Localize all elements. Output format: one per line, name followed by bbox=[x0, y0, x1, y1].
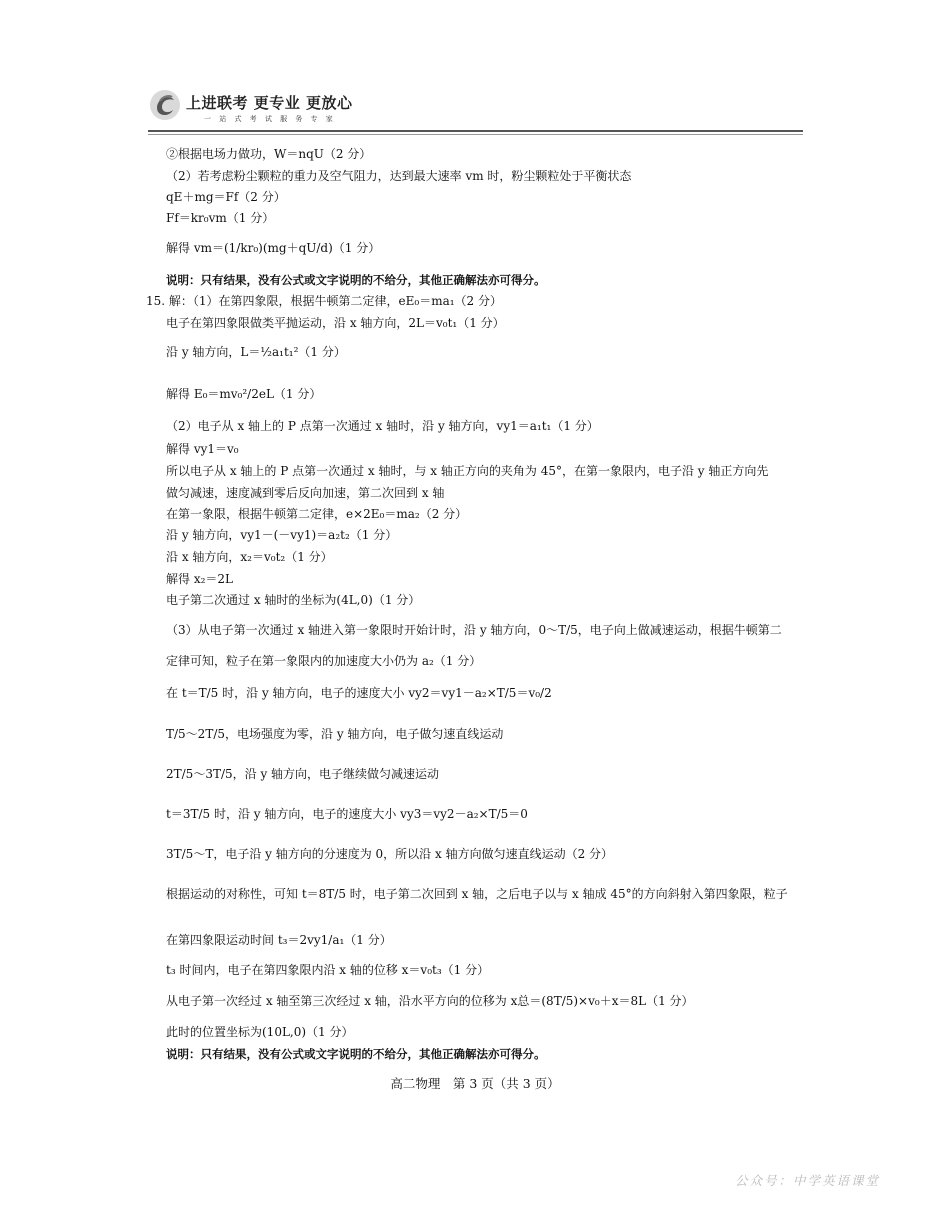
text-line: 在第四象限运动时间 t₃＝2vy1/a₁（1 分） bbox=[166, 933, 392, 947]
scoring-note: 说明：只有结果，没有公式或文字说明的不给分，其他正确解法亦可得分。 bbox=[166, 1047, 546, 1061]
text-line: 沿 y 轴方向，L＝½a₁t₁²（1 分） bbox=[166, 345, 346, 359]
text-line: t₃ 时间内，电子在第四象限内沿 x 轴的位移 x＝v₀t₃（1 分） bbox=[166, 963, 490, 977]
text-line: Ff＝kr₀vm（1 分） bbox=[166, 211, 275, 225]
text-line: （2）电子从 x 轴上的 P 点第一次通过 x 轴时，沿 y 轴方向，vy1＝a₁t₁（1 分） bbox=[166, 419, 599, 433]
text-line: 沿 y 轴方向，vy1－(－vy1)＝a₂t₂（1 分） bbox=[166, 528, 398, 542]
text-line: 此时的位置坐标为(10L,0)（1 分） bbox=[166, 1025, 354, 1039]
header-divider-thin bbox=[148, 134, 803, 135]
text-line: 根据运动的对称性，可知 t＝8T/5 时，电子第二次回到 x 轴，之后电子以与 x 轴成 45°的方向斜射入第四象限，粒子 bbox=[166, 887, 788, 901]
text-line: 解得 E₀＝mv₀²/2eL（1 分） bbox=[166, 387, 322, 401]
text-line: 3T/5～T，电子沿 y 轴方向的分速度为 0，所以沿 x 轴方向做匀速直线运动（2 分） bbox=[166, 847, 614, 861]
text-line: 电子第二次通过 x 轴时的坐标为(4L,0)（1 分） bbox=[166, 593, 421, 607]
text-line: 2T/5～3T/5，沿 y 轴方向，电子继续做匀减速运动 bbox=[166, 767, 440, 781]
text-line: （2）若考虑粉尘颗粒的重力及空气阻力，达到最大速率 vm 时，粉尘颗粒处于平衡状态 bbox=[166, 169, 632, 183]
brand-subtitle: 一 站 式 考 试 服 务 专 家 bbox=[204, 115, 336, 123]
text-line: 电子在第四象限做类平抛运动，沿 x 轴方向，2L＝v₀t₁（1 分） bbox=[166, 316, 505, 330]
text-line: 做匀减速，速度减到零后反向加速，第二次回到 x 轴 bbox=[166, 486, 445, 500]
text-line: 解得 vm＝(1/kr₀)(mg＋qU/d)（1 分） bbox=[166, 241, 381, 255]
text-line: ②根据电场力做功，W＝nqU（2 分） bbox=[166, 147, 372, 161]
header bbox=[148, 86, 803, 132]
text-line: 在 t＝T/5 时，沿 y 轴方向，电子的速度大小 vy2＝vy1－a₂×T/5＝v₀/2 bbox=[166, 686, 552, 700]
watermark: 公众号：中学英语课堂 bbox=[735, 1173, 881, 1188]
text-line: 在第一象限，根据牛顿第二定律，e×2E₀＝ma₂（2 分） bbox=[166, 507, 468, 521]
brand-slogan: 上进联考 更专业 更放心 bbox=[186, 94, 353, 112]
text-line: 从电子第一次经过 x 轴至第三次经过 x 轴，沿水平方向的位移为 x总＝(8T/5)×v₀＋x＝8L（1 分） bbox=[166, 994, 694, 1008]
scoring-note: 说明：只有结果，没有公式或文字说明的不给分，其他正确解法亦可得分。 bbox=[166, 273, 546, 287]
text-line: t＝3T/5 时，沿 y 轴方向，电子的速度大小 vy3＝vy2－a₂×T/5＝0 bbox=[166, 807, 528, 821]
page-footer: 高二物理 第 3 页（共 3 页） bbox=[390, 1076, 560, 1091]
text-line: （3）从电子第一次通过 x 轴进入第一象限时开始计时，沿 y 轴方向，0～T/5，电子向上做减速运动，根据牛顿第二 bbox=[166, 623, 782, 637]
header-divider bbox=[148, 130, 803, 132]
question-15-heading: 15. 解：（1）在第四象限，根据牛顿第二定律，eE₀＝ma₁（2 分） bbox=[146, 294, 503, 308]
text-line: 所以电子从 x 轴上的 P 点第一次通过 x 轴时，与 x 轴正方向的夹角为 45°，在第一象限内，电子沿 y 轴正方向先 bbox=[166, 464, 769, 478]
brand-logo-icon bbox=[148, 88, 182, 122]
text-line: 解得 x₂＝2L bbox=[166, 572, 233, 586]
text-line: 沿 x 轴方向，x₂＝v₀t₂（1 分） bbox=[166, 550, 333, 564]
text-line: qE＋mg＝Ff（2 分） bbox=[166, 190, 286, 204]
text-line: T/5～2T/5，电场强度为零，沿 y 轴方向，电子做匀速直线运动 bbox=[166, 727, 504, 741]
text-line: 定律可知，粒子在第一象限内的加速度大小仍为 a₂（1 分） bbox=[166, 654, 482, 668]
text-line: 解得 vy1＝v₀ bbox=[166, 442, 239, 456]
